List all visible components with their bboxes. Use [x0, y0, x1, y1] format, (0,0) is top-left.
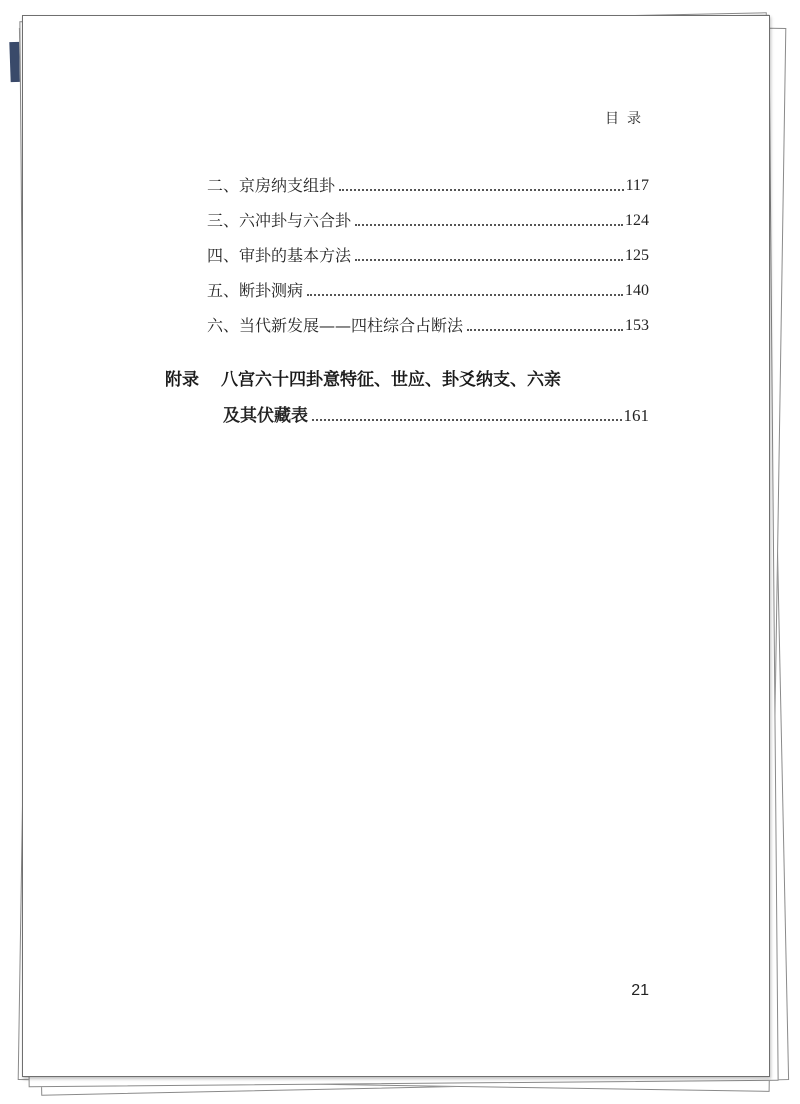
- dot-leader: [467, 328, 623, 331]
- appendix-title-line2: 及其伏藏表: [223, 406, 308, 426]
- toc-entry-title: 五、断卦测病: [207, 281, 304, 300]
- toc-entry-page: 124: [625, 212, 649, 229]
- appendix-entry[interactable]: [165, 368, 561, 392]
- toc-entry-title: 二、京房纳支组卦: [207, 176, 336, 195]
- appendix-title-line1: 八宫六十四卦意特征、世应、卦爻纳支、六亲: [221, 370, 561, 390]
- toc-entry-page: 125: [625, 247, 649, 264]
- toc-entry-page: 140: [625, 282, 649, 299]
- toc-entry[interactable]: [207, 279, 649, 301]
- toc-entry[interactable]: [207, 244, 649, 266]
- appendix-page: 161: [623, 406, 649, 425]
- toc-entry-title: 三、六冲卦与六合卦: [207, 211, 352, 230]
- toc-entry[interactable]: [207, 314, 649, 336]
- running-head: 目录: [605, 111, 649, 127]
- toc-entry-title: 六、当代新发展——四柱综合占断法: [207, 316, 464, 335]
- dot-leader: [355, 223, 623, 226]
- page-number: 21: [631, 982, 649, 999]
- toc-entry[interactable]: [207, 174, 649, 196]
- page: [22, 15, 770, 1077]
- toc-entry-page: 153: [625, 317, 649, 334]
- appendix-entry-continued[interactable]: [223, 404, 649, 426]
- appendix-prefix: 附录: [165, 370, 199, 390]
- toc-entry[interactable]: [207, 209, 649, 231]
- dot-leader: [339, 188, 624, 191]
- dot-leader: [312, 418, 622, 421]
- dot-leader: [355, 258, 623, 261]
- dot-leader: [307, 293, 623, 296]
- toc-entry-title: 四、审卦的基本方法: [207, 246, 352, 265]
- toc-entry-page: 117: [625, 177, 649, 194]
